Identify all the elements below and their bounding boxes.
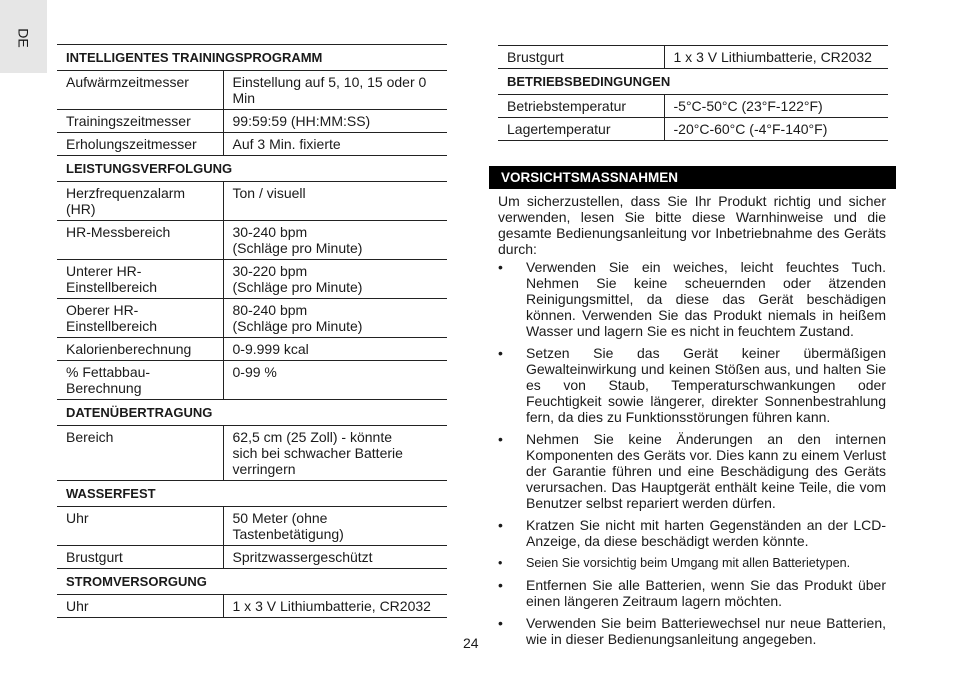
section-header-text: WASSERFEST (57, 481, 447, 507)
list-item (498, 259, 886, 339)
spec-label: Brustgurt (498, 46, 664, 69)
list-item-text: Setzen Sie das Gerät keiner übermäßigen Gewalteinwirkung und keinen Stößen aus, und halten Sie es von Staub, Temperaturschwankungen oder Feuchtigkeit sowie längerer, direkter Sonnenbestrahlung fern, da dies zu Funktionsstörungen führen kann. (526, 345, 886, 425)
spec-label: Aufwärmzeitmesser (57, 71, 223, 110)
table-row (57, 507, 447, 546)
spec-value: 62,5 cm (25 Zoll) - könnte sich bei schwacher Batterie verringern (223, 426, 447, 481)
language-label: DE (15, 28, 32, 48)
spec-label: Erholungszeitmesser (57, 133, 223, 156)
spec-label: % Fettabbau- Berechnung (57, 361, 223, 400)
precautions-heading: VORSICHTSMASSNAHMEN (489, 166, 896, 189)
spec-value: 1 x 3 V Lithiumbatterie, CR2032 (223, 595, 447, 618)
list-item (498, 517, 886, 549)
spec-value: 99:59:59 (HH:MM:SS) (223, 110, 447, 133)
list-item-text: Seien Sie vorsichtig beim Umgang mit allen Batterietypen. (526, 556, 851, 570)
list-item-text: Verwenden Sie ein weiches, leicht feuchtes Tuch. Nehmen Sie keine scheuernden oder ätzenden Reinigungsmittel, da diese das Gerät beschädigen können. Verwenden Sie das Produkt niemals in heißem Wasser und lagern Sie es nicht in feuchtem Zustand. (526, 259, 886, 339)
list-item-text: Entfernen Sie alle Batterien, wenn Sie das Produkt über einen längeren Zeitraum lagern möchten. (526, 577, 886, 609)
spec-label: Oberer HR- Einstellbereich (57, 299, 223, 338)
table-row (57, 546, 447, 569)
spec-value: 0-9.999 kcal (223, 338, 447, 361)
bullet-icon: • (498, 615, 503, 631)
spec-label: Kalorienberechnung (57, 338, 223, 361)
table-row (57, 221, 447, 260)
bullet-icon: • (498, 431, 503, 447)
table-row (57, 71, 447, 110)
spec-label: Bereich (57, 426, 223, 481)
bullet-icon: • (498, 345, 503, 361)
table-row (498, 46, 888, 69)
specifications-table-left (57, 44, 447, 618)
bullet-icon: • (498, 259, 503, 275)
table-section-header (57, 156, 447, 182)
specifications-table-right (498, 45, 888, 141)
spec-label: Herzfrequenzalarm (HR) (57, 182, 223, 221)
table-section-header (498, 69, 888, 95)
table-section-header (57, 481, 447, 507)
table-section-header (57, 569, 447, 595)
language-tab (0, 0, 47, 73)
table-row (57, 133, 447, 156)
section-header-text: INTELLIGENTES TRAININGSPROGRAMM (57, 45, 447, 71)
table-row (498, 118, 888, 141)
spec-value: 80-240 bpm (Schläge pro Minute) (223, 299, 447, 338)
bullet-icon: • (498, 577, 503, 593)
spec-label: Uhr (57, 595, 223, 618)
table-row (498, 95, 888, 118)
spec-label: Brustgurt (57, 546, 223, 569)
list-item-text: Kratzen Sie nicht mit harten Gegenständen an der LCD-Anzeige, da diese beschädigt werden könnte. (526, 517, 886, 549)
spec-value: Ton / visuell (223, 182, 447, 221)
bullet-icon: • (498, 556, 503, 570)
table-section-header (57, 400, 447, 426)
spec-label: Betriebstemperatur (498, 95, 664, 118)
table-row (57, 338, 447, 361)
spec-value: 30-220 bpm (Schläge pro Minute) (223, 260, 447, 299)
table-row (57, 299, 447, 338)
table-row (57, 595, 447, 618)
table-row (57, 426, 447, 481)
table-section-header (57, 45, 447, 71)
spec-label: Unterer HR- Einstellbereich (57, 260, 223, 299)
section-header-text: STROMVERSORGUNG (57, 569, 447, 595)
list-item-text: Verwenden Sie beim Batteriewechsel nur neue Batterien, wie in dieser Bedienungsanleitung angegeben. (526, 615, 886, 647)
list-item (498, 577, 886, 609)
list-item (498, 431, 886, 511)
spec-label: Uhr (57, 507, 223, 546)
table-row (57, 361, 447, 400)
spec-value: 50 Meter (ohne Tastenbetätigung) (223, 507, 447, 546)
list-item (498, 345, 886, 425)
spec-value: 1 x 3 V Lithiumbatterie, CR2032 (664, 46, 888, 69)
spec-value: 30-240 bpm (Schläge pro Minute) (223, 221, 447, 260)
table-row (57, 182, 447, 221)
spec-label: Trainingszeitmesser (57, 110, 223, 133)
spec-value: 0-99 % (223, 361, 447, 400)
list-item-text: Nehmen Sie keine Änderungen an den internen Komponenten des Geräts vor. Dies kann zu einem Verlust der Garantie führen und eine Beschädigung des Geräts verursachen. Das Hauptgerät enthält keine Teile, die vom Benutzer selbst repariert werden dürfen. (526, 431, 886, 511)
spec-value: -5°C-50°C (23°F-122°F) (664, 95, 888, 118)
precautions-list (498, 259, 886, 653)
table-row (57, 260, 447, 299)
spec-value: Spritzwassergeschützt (223, 546, 447, 569)
spec-value: -20°C-60°C (-4°F-140°F) (664, 118, 888, 141)
section-header-text: BETRIEBSBEDINGUNGEN (498, 69, 888, 95)
bullet-icon: • (498, 517, 503, 533)
spec-label: Lagertemperatur (498, 118, 664, 141)
list-item (498, 615, 886, 647)
section-header-text: DATENÜBERTRAGUNG (57, 400, 447, 426)
spec-label: HR-Messbereich (57, 221, 223, 260)
precautions-intro: Um sicherzustellen, dass Sie Ihr Produkt richtig und sicher verwenden, lesen Sie bitte diese Warnhinweise und die gesamte Bedienungsanleitung vor Inbetriebnahme des Geräts durch: (498, 193, 886, 257)
section-header-text: LEISTUNGSVERFOLGUNG (57, 156, 447, 182)
spec-value: Auf 3 Min. fixierte (223, 133, 447, 156)
spec-value: Einstellung auf 5, 10, 15 oder 0 Min (223, 71, 447, 110)
table-row (57, 110, 447, 133)
page-number: 24 (463, 635, 479, 651)
list-item (498, 555, 886, 571)
